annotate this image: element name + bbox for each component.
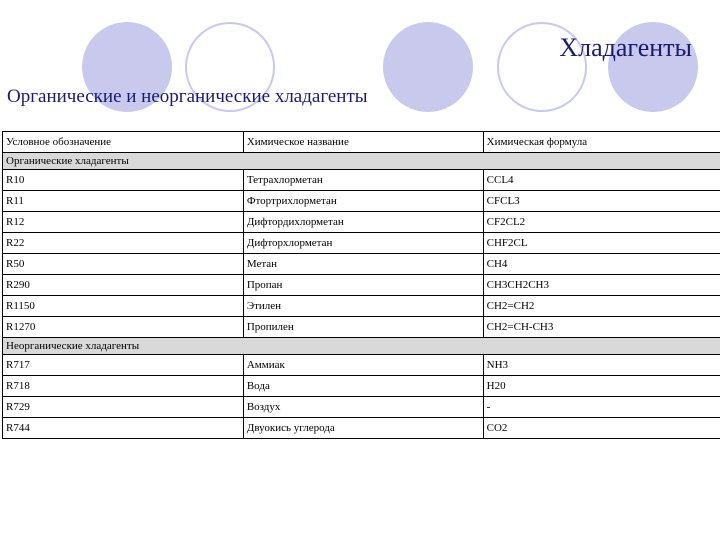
cell-designation: R717 bbox=[3, 355, 244, 376]
section-label: Неорганические хладагенты bbox=[3, 338, 720, 355]
header-chemical-formula: Химическая формула bbox=[483, 132, 720, 153]
table-row bbox=[3, 355, 720, 376]
cell-chemical-formula: CH2=CH2 bbox=[483, 296, 720, 317]
cell-designation: R1150 bbox=[3, 296, 244, 317]
cell-chemical-name: Метан bbox=[243, 254, 483, 275]
cell-chemical-formula: - bbox=[483, 397, 720, 418]
section-label: Органические хладагенты bbox=[3, 153, 720, 170]
cell-chemical-formula: H20 bbox=[483, 376, 720, 397]
table-row bbox=[3, 317, 720, 338]
table-row bbox=[3, 397, 720, 418]
cell-designation: R11 bbox=[3, 191, 244, 212]
table-row bbox=[3, 212, 720, 233]
refrigerants-table bbox=[2, 131, 720, 439]
cell-designation: R718 bbox=[3, 376, 244, 397]
cell-chemical-name: Дифтордихлорметан bbox=[243, 212, 483, 233]
cell-chemical-formula: CHF2CL bbox=[483, 233, 720, 254]
table-row bbox=[3, 376, 720, 397]
table-row bbox=[3, 233, 720, 254]
section-row bbox=[3, 338, 720, 355]
cell-chemical-formula: CFCL3 bbox=[483, 191, 720, 212]
table-row bbox=[3, 275, 720, 296]
cell-designation: R22 bbox=[3, 233, 244, 254]
cell-designation: R12 bbox=[3, 212, 244, 233]
table-row bbox=[3, 296, 720, 317]
header-chemical-name: Химическое название bbox=[243, 132, 483, 153]
cell-chemical-name: Тетрахлорметан bbox=[243, 170, 483, 191]
cell-designation: R10 bbox=[3, 170, 244, 191]
cell-designation: R1270 bbox=[3, 317, 244, 338]
cell-chemical-name: Вода bbox=[243, 376, 483, 397]
cell-chemical-name: Воздух bbox=[243, 397, 483, 418]
table-body bbox=[3, 132, 720, 439]
table-row bbox=[3, 418, 720, 439]
table-header-row bbox=[3, 132, 720, 153]
decor-circle-3 bbox=[383, 22, 473, 112]
cell-chemical-name: Дифторхлорметан bbox=[243, 233, 483, 254]
section-row bbox=[3, 153, 720, 170]
cell-chemical-formula: CF2CL2 bbox=[483, 212, 720, 233]
slide-title: Хладагенты bbox=[559, 33, 692, 62]
table-row bbox=[3, 254, 720, 275]
cell-designation: R290 bbox=[3, 275, 244, 296]
cell-chemical-name: Фтортрихлорметан bbox=[243, 191, 483, 212]
cell-designation: R729 bbox=[3, 397, 244, 418]
table-row bbox=[3, 170, 720, 191]
cell-designation: R50 bbox=[3, 254, 244, 275]
cell-chemical-formula: CH2=CH-CH3 bbox=[483, 317, 720, 338]
cell-chemical-name: Пропан bbox=[243, 275, 483, 296]
cell-chemical-name: Аммиак bbox=[243, 355, 483, 376]
header-designation: Условное обозначение bbox=[3, 132, 244, 153]
cell-chemical-formula: NH3 bbox=[483, 355, 720, 376]
table-row bbox=[3, 191, 720, 212]
cell-chemical-formula: CCL4 bbox=[483, 170, 720, 191]
cell-designation: R744 bbox=[3, 418, 244, 439]
cell-chemical-formula: CH4 bbox=[483, 254, 720, 275]
cell-chemical-name: Двуокись углерода bbox=[243, 418, 483, 439]
cell-chemical-name: Этилен bbox=[243, 296, 483, 317]
cell-chemical-formula: CH3CH2CH3 bbox=[483, 275, 720, 296]
cell-chemical-name: Пропилен bbox=[243, 317, 483, 338]
cell-chemical-formula: CO2 bbox=[483, 418, 720, 439]
slide-subtitle: Органические и неорганические хладагенты bbox=[7, 86, 368, 107]
